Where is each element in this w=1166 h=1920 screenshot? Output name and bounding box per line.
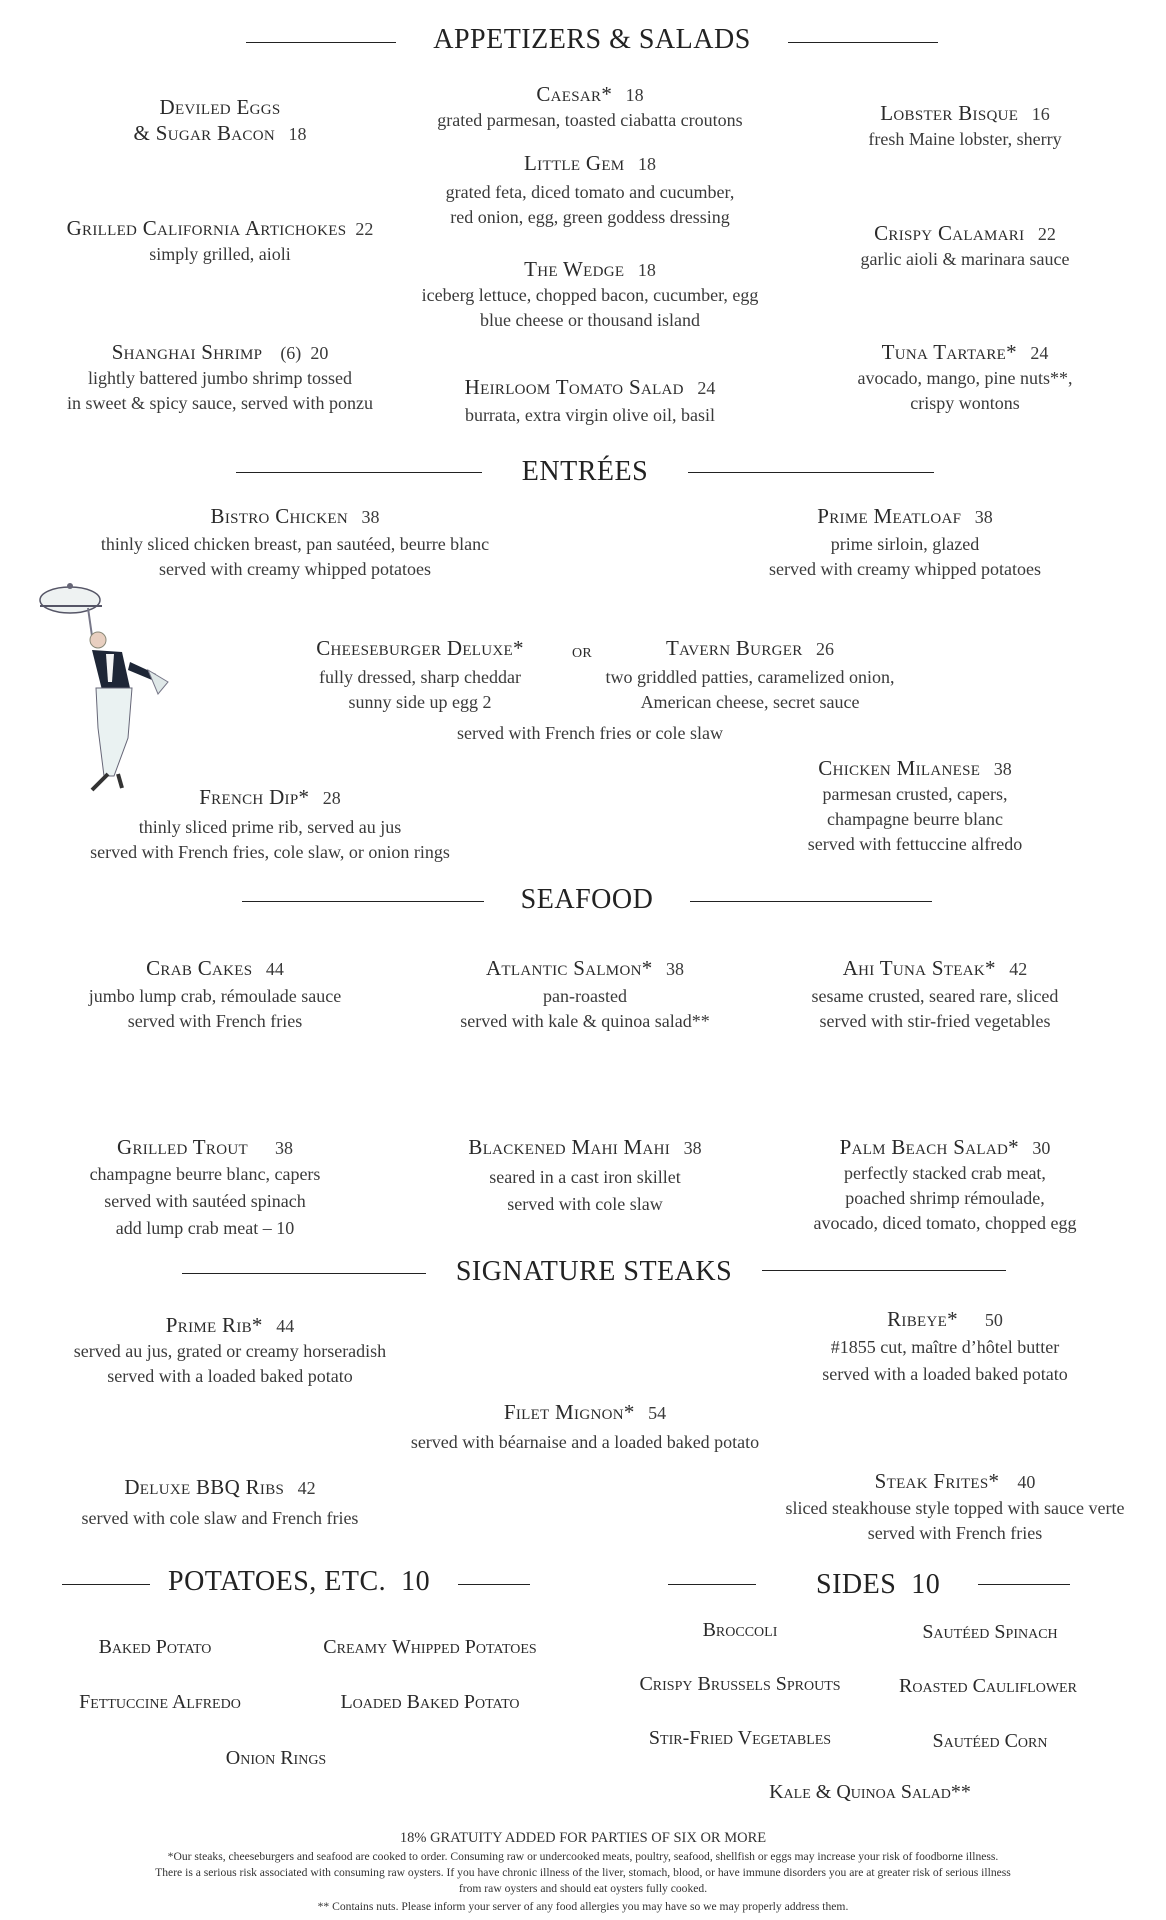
- item-name: Shanghai Shrimp: [111, 340, 263, 364]
- section-heading-sides: [816, 1569, 940, 1601]
- item-price: 16: [1031, 104, 1050, 124]
- item-description: thinly sliced prime rib, served au jus: [138, 817, 402, 837]
- item-price: 54: [648, 1403, 667, 1423]
- section-heading-entrees: ENTRÉES: [521, 456, 649, 487]
- divider-line: [762, 1270, 1006, 1271]
- item-description: served with sautéed spinach: [104, 1191, 306, 1211]
- menu-item-calamari: [820, 221, 1110, 272]
- menu-item-little-gem: [380, 151, 800, 230]
- item-price: 44: [276, 1316, 295, 1336]
- item-name: Steak Frites*: [874, 1469, 1000, 1493]
- item-name: Crispy Calamari: [874, 221, 1025, 245]
- item-description: served au jus, grated or creamy horseradish: [73, 1341, 387, 1361]
- item-price: 20: [310, 343, 329, 363]
- disclaimer-line: There is a serious risk associated with consuming raw oysters. If you have chronic illness of the liver, stomach, blood, or have immune disorders you are at greater risk of serious illness: [155, 1866, 1011, 1879]
- item-description: champagne beurre blanc, capers: [89, 1164, 321, 1184]
- item-description: garlic aioli & marinara sauce: [860, 249, 1070, 269]
- item-price: 22: [1037, 224, 1056, 244]
- item-price: 18: [637, 260, 656, 280]
- item-price: 30: [1032, 1138, 1051, 1158]
- item-name: Bistro Chicken: [210, 504, 348, 528]
- potatoes-price: 10: [401, 1566, 431, 1597]
- item-price: 18: [288, 124, 307, 144]
- gratuity-note: 18% GRATUITY ADDED FOR PARTIES OF SIX OR MORE: [399, 1830, 767, 1846]
- waiter-illustration: [30, 578, 170, 793]
- item-description: served with béarnaise and a loaded baked potato: [410, 1432, 760, 1452]
- item-description: served with kale & quinoa salad**: [460, 1011, 710, 1031]
- item-description: perfectly stacked crab meat,: [844, 1163, 1046, 1183]
- item-description: iceberg lettuce, chopped bacon, cucumber, egg: [421, 285, 759, 305]
- item-name: Caesar*: [536, 82, 613, 106]
- item-price: 38: [993, 759, 1012, 779]
- item-price: 26: [816, 639, 835, 659]
- item-description: served with a loaded baked potato: [822, 1364, 1068, 1384]
- item-description: parmesan crusted, capers,: [822, 784, 1008, 804]
- item-description: served with French fries, cole slaw, or onion rings: [90, 842, 450, 862]
- item-price: 38: [361, 507, 380, 527]
- potato-item: Creamy Whipped Potatoes: [323, 1636, 537, 1658]
- side-item: Roasted Cauliflower: [899, 1675, 1077, 1697]
- item-description: fresh Maine lobster, sherry: [868, 129, 1062, 149]
- item-name: Prime Meatloaf: [817, 504, 962, 528]
- item-price: 42: [297, 1478, 316, 1498]
- menu-item-steak-frites: [750, 1469, 1160, 1546]
- menu-item-cheeseburger-deluxe: [290, 636, 550, 715]
- potato-item: Loaded Baked Potato: [340, 1691, 520, 1713]
- item-description: add lump crab meat – 10: [115, 1218, 295, 1238]
- item-description: lightly battered jumbo shrimp tossed: [88, 368, 352, 388]
- item-name: Tuna Tartare*: [881, 340, 1017, 364]
- divider-line: [242, 901, 484, 902]
- menu-item-blackened-mahi-mahi: [420, 1135, 750, 1217]
- item-name: Chicken Milanese: [818, 756, 981, 780]
- divider-line: [978, 1584, 1070, 1585]
- item-description: seared in a cast iron skillet: [489, 1167, 681, 1187]
- section-heading-potatoes: [168, 1566, 430, 1598]
- disclaimer-line: from raw oysters and should eat oysters fully cooked.: [458, 1882, 708, 1895]
- item-price: 38: [683, 1138, 702, 1158]
- potato-item: Fettuccine Alfredo: [79, 1691, 241, 1713]
- divider-line: [788, 42, 938, 43]
- menu-item-chicken-milanese: [760, 756, 1070, 857]
- menu-item-palm-beach-salad: [780, 1135, 1110, 1236]
- item-name: Blackened Mahi Mahi: [468, 1135, 671, 1159]
- side-item: Stir-Fried Vegetables: [648, 1727, 832, 1749]
- item-description: prime sirloin, glazed: [830, 534, 980, 554]
- side-item: Crispy Brussels Sprouts: [639, 1673, 841, 1695]
- item-description: American cheese, secret sauce: [640, 692, 860, 712]
- item-description: in sweet & spicy sauce, served with ponzu: [67, 393, 373, 413]
- potato-item: Baked Potato: [98, 1636, 212, 1658]
- item-name: Ribeye*: [887, 1307, 958, 1331]
- sides-title: SIDES: [816, 1569, 897, 1600]
- menu-item-lobster-bisque: [820, 101, 1110, 152]
- item-description: avocado, diced tomato, chopped egg: [813, 1213, 1077, 1233]
- divider-line: [246, 42, 396, 43]
- item-name: Crab Cakes: [146, 956, 253, 980]
- item-price: 24: [697, 378, 716, 398]
- or-separator: or: [572, 640, 593, 662]
- item-name: Grilled Trout: [117, 1135, 248, 1159]
- item-description: crispy wontons: [910, 393, 1020, 413]
- menu-item-grilled-trout: [50, 1135, 360, 1241]
- section-heading-steaks: SIGNATURE STEAKS: [455, 1256, 733, 1287]
- item-description: sliced steakhouse style topped with sauce verte: [785, 1498, 1125, 1518]
- item-description: red onion, egg, green goddess dressing: [450, 207, 730, 227]
- item-name: Deluxe BBQ Ribs: [124, 1475, 285, 1499]
- allergy-note: ** Contains nuts. Please inform your server of any food allergies you may have so we may properly address them.: [317, 1900, 849, 1913]
- item-description: champagne beurre blanc: [827, 809, 1003, 829]
- menu-item-shanghai-shrimp: [40, 340, 400, 416]
- divider-line: [182, 1273, 426, 1274]
- item-price: 38: [974, 507, 993, 527]
- item-description: served with stir-fried vegetables: [819, 1011, 1051, 1031]
- item-description: thinly sliced chicken breast, pan sautéed, beurre blanc: [100, 534, 490, 554]
- menu-item-tuna-tartare: [820, 340, 1110, 416]
- side-item: Sautéed Corn: [932, 1730, 1048, 1752]
- item-description: #1855 cut, maître d’hôtel butter: [830, 1337, 1060, 1357]
- potato-item: Onion Rings: [225, 1747, 327, 1769]
- menu-item-artichokes: [20, 216, 420, 267]
- item-description: two griddled patties, caramelized onion,: [605, 667, 895, 687]
- item-price: 38: [666, 959, 685, 979]
- menu-item-deluxe-bbq-ribs: [50, 1475, 390, 1531]
- menu-item-tavern-burger: [600, 636, 900, 715]
- menu-item-caesar: [380, 82, 800, 133]
- menu-item-bistro-chicken: [60, 504, 530, 582]
- item-name: & Sugar Bacon: [133, 121, 275, 145]
- item-price: 42: [1009, 959, 1028, 979]
- item-description: served with cole slaw and French fries: [81, 1508, 359, 1528]
- side-item: Sautéed Spinach: [922, 1621, 1058, 1643]
- item-description: served with French fries: [127, 1011, 303, 1031]
- item-price: 22: [355, 219, 374, 239]
- menu-item-crab-cakes: [60, 956, 370, 1034]
- item-price: 28: [322, 788, 341, 808]
- item-name: Tavern Burger: [665, 636, 803, 660]
- item-name: French Dip*: [199, 785, 310, 809]
- item-name: Filet Mignon*: [503, 1400, 635, 1424]
- item-price: 18: [637, 154, 656, 174]
- item-name: The Wedge: [524, 257, 625, 281]
- item-name: Cheeseburger Deluxe*: [316, 636, 524, 660]
- section-heading-appetizers: APPETIZERS & SALADS: [433, 24, 751, 55]
- menu-item-deviled-eggs: [60, 95, 380, 147]
- item-description: sunny side up egg 2: [348, 692, 492, 712]
- item-description: burrata, extra virgin olive oil, basil: [464, 405, 716, 425]
- item-description: avocado, mango, pine nuts**,: [857, 368, 1073, 388]
- item-description: served with a loaded baked potato: [107, 1366, 353, 1386]
- item-price: 50: [984, 1310, 1003, 1330]
- item-description: grated parmesan, toasted ciabatta croutons: [437, 110, 743, 130]
- item-name: Palm Beach Salad*: [839, 1135, 1019, 1159]
- item-description: served with French fries: [867, 1523, 1043, 1543]
- potatoes-title: POTATOES, ETC.: [168, 1566, 387, 1597]
- item-description: served with creamy whipped potatoes: [769, 559, 1041, 579]
- menu-item-heirloom-tomato: [390, 375, 790, 428]
- item-name: Deviled Eggs: [159, 95, 281, 119]
- item-price: 24: [1030, 343, 1049, 363]
- item-description: pan-roasted: [543, 986, 627, 1006]
- item-count: (6): [280, 343, 302, 363]
- item-description: sesame crusted, seared rare, sliced: [811, 986, 1059, 1006]
- item-name: Prime Rib*: [165, 1313, 263, 1337]
- divider-line: [62, 1584, 150, 1585]
- item-description: fully dressed, sharp cheddar: [319, 667, 521, 687]
- menu-item-french-dip: [60, 785, 480, 865]
- menu-item-atlantic-salmon: [420, 956, 750, 1034]
- item-name: Grilled California Artichokes: [66, 216, 347, 240]
- disclaimer-line: *Our steaks, cheeseburgers and seafood are cooked to order. Consuming raw or undercooked meats, poultry, seafood, shellfish or eggs may increase your risk of foodborne illness.: [167, 1850, 999, 1863]
- menu-item-prime-meatloaf: [740, 504, 1070, 582]
- item-name: Little Gem: [524, 151, 625, 175]
- item-description: grated feta, diced tomato and cucumber,: [445, 182, 735, 202]
- divider-line: [458, 1584, 530, 1585]
- menu-item-prime-rib: [40, 1313, 420, 1389]
- item-name: Heirloom Tomato Salad: [464, 375, 684, 399]
- item-description: poached shrimp rémoulade,: [845, 1188, 1045, 1208]
- divider-line: [236, 472, 482, 473]
- menu-item-ahi-tuna-steak: [770, 956, 1100, 1034]
- item-description: jumbo lump crab, rémoulade sauce: [88, 986, 342, 1006]
- side-item: Broccoli: [702, 1619, 778, 1641]
- divider-line: [690, 901, 932, 902]
- item-price: 44: [265, 959, 284, 979]
- item-name: Ahi Tuna Steak*: [842, 956, 996, 980]
- divider-line: [688, 472, 934, 473]
- section-heading-seafood: SEAFOOD: [520, 884, 654, 915]
- item-description: served with fettuccine alfredo: [807, 834, 1023, 854]
- burger-side-note: served with French fries or cole slaw: [457, 723, 723, 743]
- item-price: 18: [625, 85, 644, 105]
- item-name: Atlantic Salmon*: [485, 956, 653, 980]
- menu-item-wedge: [380, 257, 800, 333]
- item-description: simply grilled, aioli: [149, 244, 291, 264]
- menu-item-ribeye: [780, 1307, 1110, 1387]
- item-name: Lobster Bisque: [880, 101, 1019, 125]
- item-description: served with cole slaw: [507, 1194, 663, 1214]
- item-price: 40: [1017, 1472, 1036, 1492]
- menu-item-filet-mignon: [380, 1400, 790, 1455]
- item-description: blue cheese or thousand island: [480, 310, 700, 330]
- item-description: served with creamy whipped potatoes: [159, 559, 431, 579]
- sides-price: 10: [911, 1569, 941, 1600]
- item-price: 38: [274, 1138, 293, 1158]
- divider-line: [668, 1584, 756, 1585]
- side-item: Kale & Quinoa Salad**: [769, 1781, 971, 1803]
